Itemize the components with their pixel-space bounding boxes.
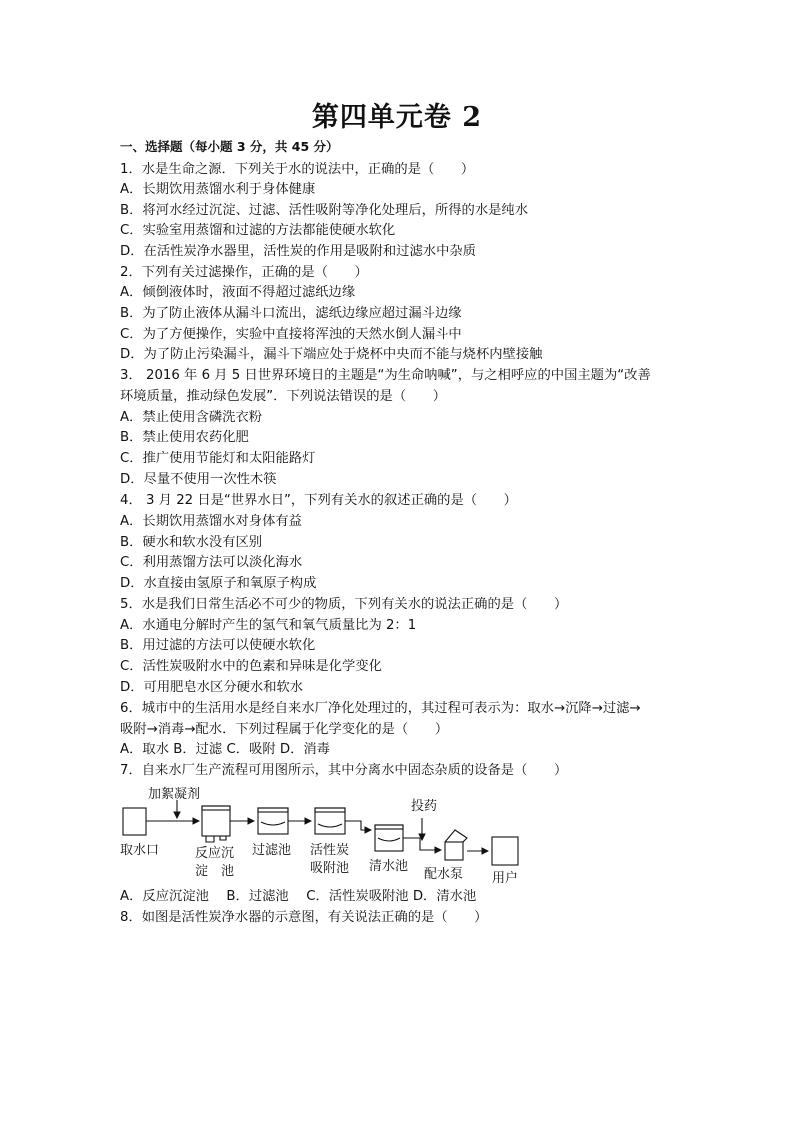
option-2d: D．为了防止污染漏斗，漏斗下端应处于烧杯中央而不能与烧杯内壁接触 bbox=[120, 347, 543, 362]
question-4: 4． 3 月 22 日是“世界水日”，下列有关水的叙述正确的是（ ） bbox=[120, 493, 517, 508]
sedimentation-label-1: 反应沉 bbox=[195, 846, 235, 861]
filter-tank bbox=[258, 808, 288, 834]
option-1b: B．将河水经过沉淀、过滤、活性吸附等净化处理后，所得的水是纯水 bbox=[120, 203, 529, 218]
question-8: 8．如图是活性炭净水器的示意图，有关说法正确的是（ ） bbox=[120, 910, 488, 925]
clear-water-label: 清水池 bbox=[369, 859, 409, 874]
carbon-label-2: 吸附池 bbox=[310, 861, 350, 876]
option-3a: A．禁止使用含磷洗衣粉 bbox=[120, 410, 263, 425]
option-5b: B．用过滤的方法可以使硬水软化 bbox=[120, 638, 316, 653]
user-label: 用户 bbox=[492, 871, 519, 886]
coagulant-label: 加絮凝剂 bbox=[148, 787, 201, 802]
carbon-tank bbox=[315, 808, 345, 834]
option-2c: C．为了方便操作，实验中直接将浑浊的天然水倒人漏斗中 bbox=[120, 327, 462, 342]
page-title: 第四单元卷 2 bbox=[311, 102, 483, 133]
question-3-cont: 环境质量，推动绿色发展”．下列说法错误的是（ ） bbox=[120, 389, 447, 404]
option-1a: A．长期饮用蒸馏水利于身体健康 bbox=[120, 182, 316, 197]
clear-water-tank bbox=[375, 825, 403, 851]
option-2a: A．倾倒液体时，液面不得超过滤纸边缘 bbox=[120, 285, 356, 300]
question-7: 7．自来水厂生产流程可用图所示，其中分离水中固态杂质的设备是（ ） bbox=[120, 763, 568, 778]
question-5: 5．水是我们日常生活必不可少的物质，下列有关水的说法正确的是（ ） bbox=[120, 597, 568, 612]
pump-unit bbox=[445, 830, 467, 860]
option-5c: C．活性炭吸附水中的色素和异味是化学变化 bbox=[120, 659, 382, 674]
option-4d: D．水直接由氢原子和氧原子构成 bbox=[120, 576, 317, 591]
option-3b: B．禁止使用农药化肥 bbox=[120, 430, 249, 445]
pump-label: 配水泵 bbox=[424, 867, 464, 882]
question-1: 1．水是生命之源．下列关于水的说法中，正确的是（ ） bbox=[120, 162, 475, 177]
option-3c: C．推广使用节能灯和太阳能路灯 bbox=[120, 451, 316, 466]
arrow-4 bbox=[345, 821, 371, 830]
options-7: A．反应沉淀池 B．过滤池 C．活性炭吸附池 D．清水池 bbox=[120, 889, 477, 904]
dosing-label: 投药 bbox=[411, 799, 438, 814]
option-4c: C．利用蒸馏方法可以淡化海水 bbox=[120, 555, 303, 570]
intake-tank bbox=[123, 808, 146, 835]
carbon-label-1: 活性炭 bbox=[310, 843, 350, 858]
intake-label: 取水口 bbox=[120, 843, 160, 858]
option-3d: D．尽量不使用一次性木筷 bbox=[120, 472, 277, 487]
question-6-cont: 吸附→消毒→配水．下列过程属于化学变化的是（ ） bbox=[120, 722, 449, 737]
water-plant-flow-diagram bbox=[115, 780, 535, 890]
option-5d: D．可用肥皂水区分硬水和软水 bbox=[120, 680, 304, 695]
sedimentation-tank bbox=[202, 806, 230, 842]
sedimentation-label-2: 淀 池 bbox=[195, 864, 235, 879]
question-3: 3． 2016 年 6 月 5 日世界环境日的主题是“为生命呐喊”，与之相呼应的中国主题为“改善 bbox=[120, 368, 651, 383]
option-4b: B．硬水和软水没有区别 bbox=[120, 535, 263, 550]
options-6: A．取水 B．过滤 C．吸附 D．消毒 bbox=[120, 742, 330, 757]
option-2b: B．为了防止液体从漏斗口流出，滤纸边缘应超过漏斗边缘 bbox=[120, 306, 462, 321]
option-5a: A．水通电分解时产生的氢气和氧气质量比为 2：1 bbox=[120, 618, 417, 633]
option-4a: A．长期饮用蒸馏水对身体有益 bbox=[120, 514, 302, 529]
option-1c: C．实验室用蒸馏和过滤的方法都能使硬水软化 bbox=[120, 223, 396, 238]
section-heading: 一、选择题（每小题 3 分，共 45 分） bbox=[120, 139, 339, 154]
option-1d: D．在活性炭净水器里，活性炭的作用是吸附和过滤水中杂质 bbox=[120, 244, 476, 259]
question-6: 6．城市中的生活用水是经自来水厂净化处理过的，其过程可表示为：取水→沉降→过滤→ bbox=[120, 701, 641, 716]
filter-label: 过滤池 bbox=[252, 843, 292, 858]
question-2: 2．下列有关过滤操作，正确的是（ ） bbox=[120, 265, 368, 280]
user-box bbox=[492, 837, 518, 865]
